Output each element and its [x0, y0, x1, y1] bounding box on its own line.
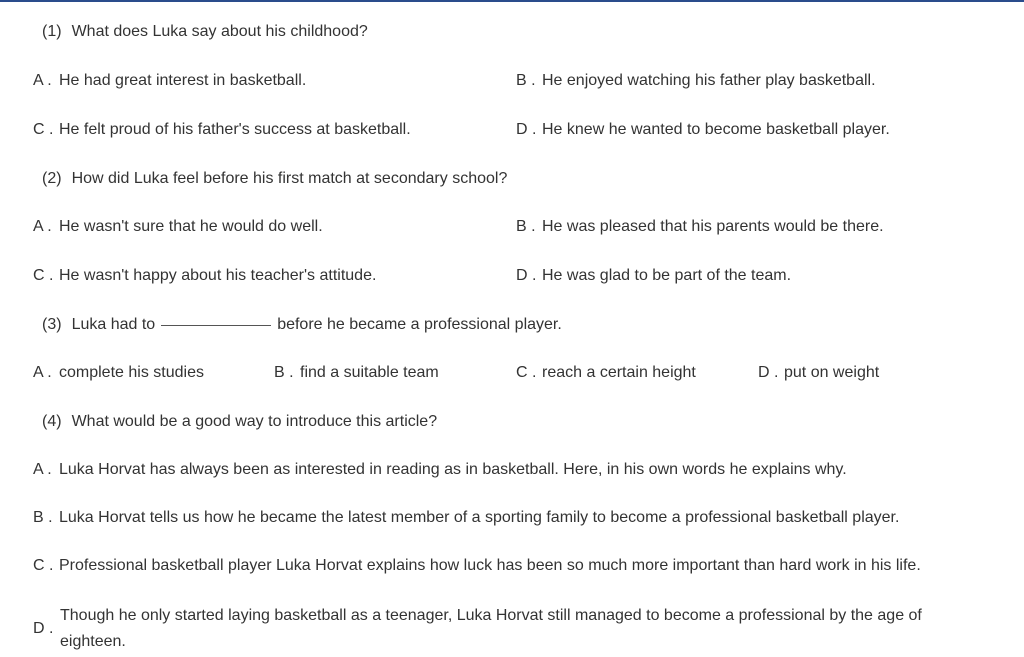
question-number: (1): [42, 23, 62, 40]
option-letter: C .: [33, 121, 54, 138]
option-text: Luka Horvat has always been as interested in reading as in basketball. Here, in his own words he explains why.: [59, 461, 847, 478]
option-text: He enjoyed watching his father play basketball.: [542, 72, 876, 89]
option-text: He felt proud of his father's success at basketball.: [59, 121, 411, 138]
option-letter: B .: [33, 509, 53, 526]
question-4: [42, 413, 437, 431]
option-text: Luka Horvat tells us how he became the latest member of a sporting family to become a professional basketball player.: [59, 509, 900, 526]
question-3: [42, 316, 562, 334]
q2-option-c[interactable]: [33, 267, 376, 285]
q3-option-d[interactable]: [758, 364, 879, 382]
option-text: find a suitable team: [300, 364, 439, 381]
option-letter: A .: [33, 461, 52, 478]
q4-option-a[interactable]: [33, 461, 847, 479]
top-rule: [0, 0, 1024, 2]
question-2: [42, 170, 507, 188]
q3-option-b[interactable]: [274, 364, 439, 382]
q1-option-d[interactable]: [516, 121, 890, 139]
option-text: He was glad to be part of the team.: [542, 267, 792, 284]
q2-option-a[interactable]: [33, 218, 323, 236]
option-letter: A .: [33, 72, 52, 89]
option-letter: D .: [516, 267, 537, 284]
option-letter: B .: [274, 364, 294, 381]
option-text: Professional basketball player Luka Horvat explains how luck has been so much more important than hard work in his life.: [59, 557, 921, 574]
option-letter: A .: [33, 364, 52, 381]
q1-option-a[interactable]: [33, 72, 306, 90]
answer-blank: [161, 325, 271, 326]
question-stem-after: before he became a professional player.: [277, 316, 562, 333]
question-number: (4): [42, 413, 62, 430]
option-text: reach a certain height: [542, 364, 696, 381]
q4-option-b[interactable]: [33, 509, 899, 527]
option-text: complete his studies: [59, 364, 204, 381]
option-text: He was pleased that his parents would be there.: [542, 218, 884, 235]
option-text: He knew he wanted to become basketball player.: [542, 121, 890, 138]
option-text: put on weight: [784, 364, 880, 381]
option-text: He wasn't happy about his teacher's attitude.: [59, 267, 377, 284]
option-text: He had great interest in basketball.: [59, 72, 307, 89]
option-letter: C .: [33, 267, 54, 284]
q1-option-b[interactable]: [516, 72, 876, 90]
option-letter: D .: [758, 364, 779, 381]
question-1: [42, 23, 368, 41]
option-letter: D .: [516, 121, 537, 138]
q2-option-b[interactable]: [516, 218, 884, 236]
question-stem: How did Luka feel before his first match at secondary school?: [71, 170, 508, 187]
question-stem-before: Luka had to: [71, 316, 156, 333]
question-stem: What does Luka say about his childhood?: [71, 23, 368, 40]
q3-option-c[interactable]: [516, 364, 696, 382]
option-letter: A .: [33, 218, 52, 235]
question-number: (3): [42, 316, 62, 333]
q2-option-d[interactable]: [516, 267, 791, 285]
question-number: (2): [42, 170, 62, 187]
option-text: Though he only started laying basketball as a teenager, Luka Horvat still managed to become a professional by the age of eighteen.: [60, 607, 922, 650]
option-letter: B .: [516, 72, 536, 89]
question-stem: What would be a good way to introduce this article?: [71, 413, 438, 430]
q4-option-c[interactable]: [33, 557, 921, 575]
option-text: He wasn't sure that he would do well.: [59, 218, 323, 235]
q3-option-a[interactable]: [33, 364, 204, 382]
option-letter: C .: [33, 557, 54, 574]
option-letter: B .: [516, 218, 536, 235]
option-letter: D .: [33, 620, 54, 637]
q1-option-c[interactable]: [33, 121, 411, 139]
option-letter: C .: [516, 364, 537, 381]
